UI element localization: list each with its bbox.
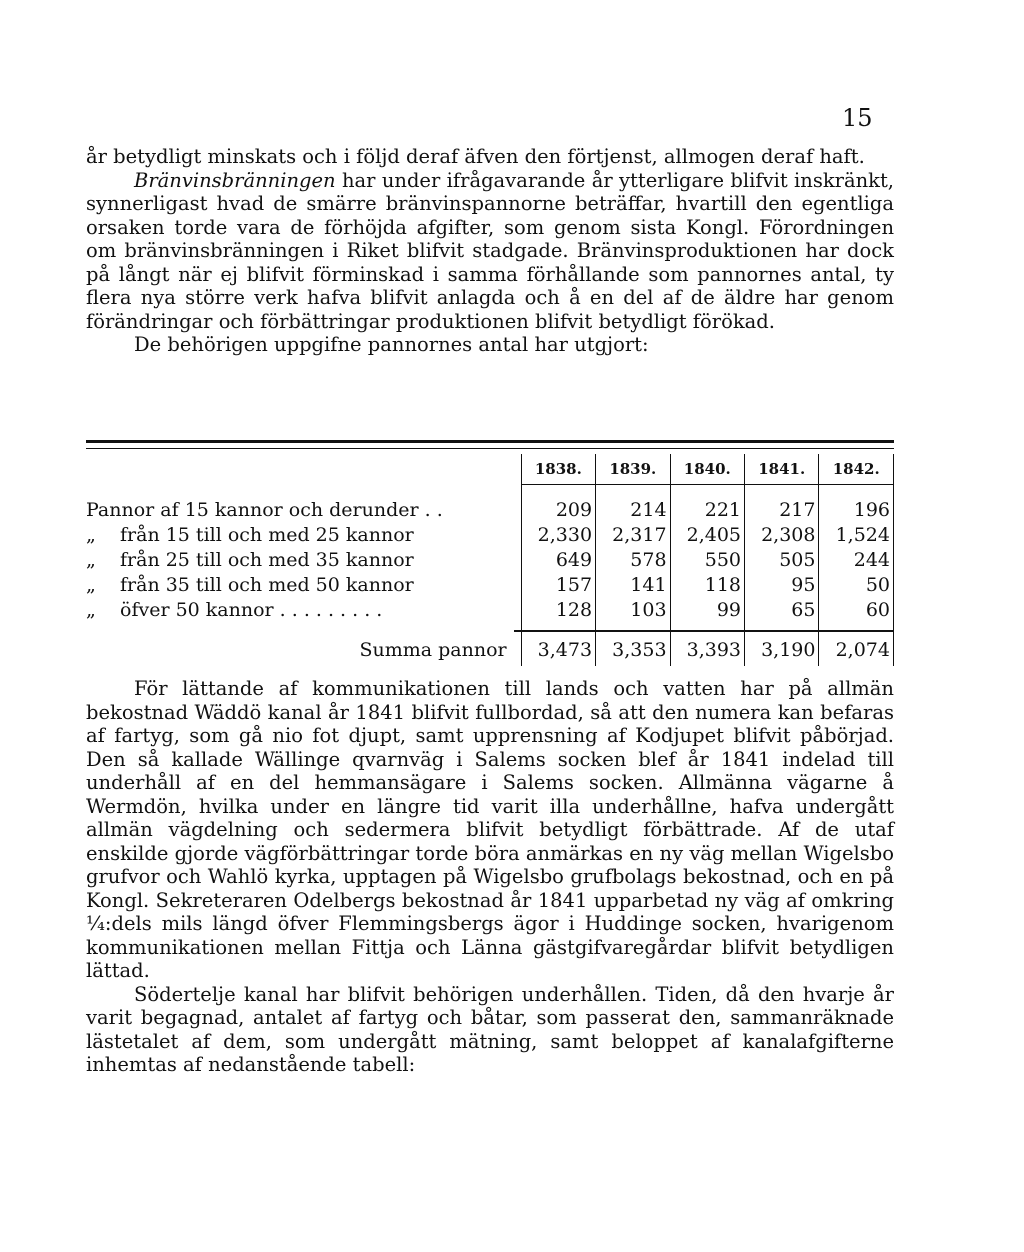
upper-text-block bbox=[86, 145, 894, 357]
sum-label: Summa pannor bbox=[359, 639, 507, 661]
sum-cell: 3,393 bbox=[670, 634, 744, 666]
table-cell: 578 bbox=[596, 547, 670, 572]
ditto-mark: „ bbox=[86, 598, 96, 621]
boiler-count-table bbox=[86, 440, 894, 670]
table-cell: 209 bbox=[521, 497, 595, 522]
table-cell: 2,317 bbox=[596, 522, 670, 547]
sum-cell: 2,074 bbox=[819, 634, 894, 666]
table-cell: 2,308 bbox=[745, 522, 819, 547]
sum-cell: 3,190 bbox=[745, 634, 819, 666]
distilling-paragraph bbox=[86, 169, 894, 334]
row-label: „ från 25 till och med 35 kannor bbox=[86, 548, 414, 571]
table-cell: 118 bbox=[670, 572, 744, 597]
table-row bbox=[86, 547, 894, 572]
table-row bbox=[86, 497, 894, 522]
row-label: Pannor af 15 kannor och derunder . . bbox=[86, 498, 443, 521]
table-cell: 141 bbox=[596, 572, 670, 597]
ditto-mark: „ bbox=[86, 573, 96, 596]
distilling-heading: Bränvinsbränningen bbox=[134, 168, 336, 192]
year-header: 1840. bbox=[670, 454, 744, 485]
table-cell: 550 bbox=[670, 547, 744, 572]
table-intro: De behörigen uppgifne pannornes antal har utgjort: bbox=[134, 333, 649, 356]
table-top-rule-thin bbox=[86, 448, 894, 449]
table-cell: 214 bbox=[596, 497, 670, 522]
table-row bbox=[86, 597, 894, 622]
table-cell: 99 bbox=[670, 597, 744, 622]
row-label: „ från 35 till och med 50 kannor bbox=[86, 573, 414, 596]
table-cell: 157 bbox=[521, 572, 595, 597]
year-header: 1838. bbox=[521, 454, 595, 485]
communication-paragraph: För lättande af kommunikationen till lands och vatten har på allmän bekostnad Wäddö kanal år 1841 blifvit fullbordad, så att den numera kan befaras af fartyg, som gå nio fot djupt, samt upprensning af Kodjupet blifvit påbörjad. Den så kallade Wällinge qvarnväg i Salems socken blef år 1841 indelad till underhåll af en del hemmansägare i Salems socken. Allmänna vägarne å Wermdön, hvilka under en längre tid varit illa underhållne, hafva undergått allmän vägdelning och sedermera blifvit betydligt förbättrade. Af de utaf enskilde gjorde vägförbättringar torde böra anmärkas en ny väg mellan Wigelsbo grufvor och Wahlö kyrka, upptagen på Wigelsbo grufbolags bekostnad, och en på Kongl. Sekreteraren Odelbergs bekostnad år 1841 upparbetad ny väg af omkring ¼:dels mils längd öfver Flemmingsbergs ägor i Huddinge socken, hvarigenom kommunikationen mellan Fittja och Länna gästgifvaregårdar blifvit betydligen lättad. bbox=[86, 677, 894, 982]
sum-cell: 3,353 bbox=[596, 634, 670, 666]
table-cell: 1,524 bbox=[819, 522, 894, 547]
canal-paragraph: Södertelje kanal har blifvit behörigen underhållen. Tiden, då den hvarje år varit begagnad, antalet af fartyg och båtar, som passerat den, sammanräknade lästetalet af dem, som undergått mätning, samt beloppet af kanalafgifterne inhemtas af nedanstående tabell: bbox=[86, 982, 894, 1076]
table-cell: 50 bbox=[819, 572, 894, 597]
ditto-mark: „ bbox=[86, 523, 96, 546]
intro-paragraph: år betydligt minskats och i följd deraf äfven den förtjenst, allmogen deraf haft. bbox=[86, 145, 865, 168]
table-cell: 217 bbox=[745, 497, 819, 522]
table-cell: 221 bbox=[670, 497, 744, 522]
page-number: 15 bbox=[842, 104, 873, 132]
table-top-rule bbox=[86, 440, 894, 443]
distilling-text: har under ifrågavarande år ytterligare blifvit inskränkt, synnerligast hvad de smärre bränvinspannorne beträffar, hvartill den egentliga orsaken torde vara de förhöjda afgifter, som genom sista Kongl. Förordningen om bränvinsbränningen i Riket blifvit stadgade. Bränvinsproduktionen har dock på långt när ej blifvit förminskad i samma förhållande som pannornes antal, ty flera nya större verk hafva blifvit anlagda och å en del af de äldre har genom förändringar och förbättringar produktionen blifvit betydligt förökad. bbox=[86, 168, 894, 333]
year-header: 1839. bbox=[596, 454, 670, 485]
sum-rule bbox=[514, 630, 894, 632]
table-cell: 128 bbox=[521, 597, 595, 622]
year-header: 1842. bbox=[819, 454, 894, 485]
sum-cell: 3,473 bbox=[521, 634, 595, 666]
year-header: 1841. bbox=[745, 454, 819, 485]
table-cell: 244 bbox=[819, 547, 894, 572]
row-label: „ från 15 till och med 25 kannor bbox=[86, 523, 414, 546]
table-row bbox=[86, 522, 894, 547]
table-row bbox=[86, 572, 894, 597]
table-cell: 2,330 bbox=[521, 522, 595, 547]
table-cell: 60 bbox=[819, 597, 894, 622]
sum-row bbox=[86, 634, 894, 666]
table-cell: 505 bbox=[745, 547, 819, 572]
table-cell: 103 bbox=[596, 597, 670, 622]
table-cell: 196 bbox=[819, 497, 894, 522]
ditto-mark: „ bbox=[86, 548, 96, 571]
table-cell: 95 bbox=[745, 572, 819, 597]
row-label: „ öfver 50 kannor . . . . . . . . . bbox=[86, 598, 383, 621]
table-header-row bbox=[86, 454, 894, 485]
table-cell: 2,405 bbox=[670, 522, 744, 547]
table-cell: 649 bbox=[521, 547, 595, 572]
table-cell: 65 bbox=[745, 597, 819, 622]
lower-text-block bbox=[86, 677, 894, 1077]
boiler-table bbox=[86, 454, 894, 666]
